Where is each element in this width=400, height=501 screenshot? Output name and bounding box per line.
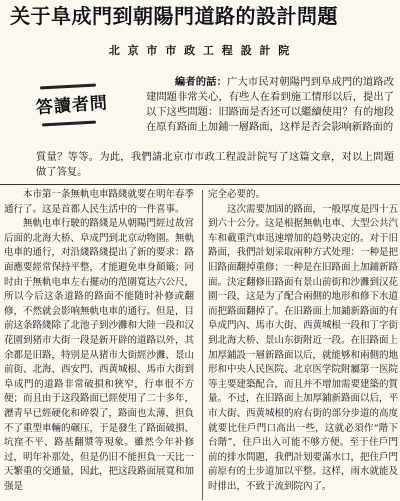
paragraph: 無軌电車行駛的路綫是从朝陽門經过故宮后面的北海大桥、阜成門到北京动物園。無軌电車的通行，对沿綫路綫提出了新的要求：路面應要經常保持平整，才能避免車身顛簸；同时由于無軌电車左右擺动的范圍寬达六公尺，所以今后这条道路的路面不能随时补修或翻修，不然就会影响無軌电車的通行。但是，目前这条路綫除了北池子到沙灘和大陸一段和汉花園到猪市大街一段是新开辟的道路以外，其余都是旧路，特别是从猪市大街經沙灘、景山前街、北海、西安門、西黄城根、馬市大街到阜成門的道路非常破損和狹窄，行車很不方便；而且由于这段路面已經使用了二十多年，瀝青早已經硬化和碎裂了，路面也太薄，担負不了重型車輛的碾压，于是發生了路面破損、坑窪不平、路基翻漿等現象。雖然今年补修过，明年补那处，但是仍旧不能担負一天比一天繁重的交通量，因此，把这段路面展寬和加强是 bbox=[4, 218, 194, 492]
section-divider bbox=[0, 184, 400, 185]
editor-note-tail: 質量？等等。为此，我們請北京市市政工程設計院写了这篇文章，对以上問題做了答复。 bbox=[36, 151, 394, 178]
editor-note-body: 广大市民对朝陽門到阜成門的道路改建問題非常关心，有些人在看到施工情形以后，提出了以下这些問題：旧路面是否还可以繼續使用？有的地段在原有路面上加鋪一層路面，这样是否会影响新路面的 bbox=[146, 76, 394, 133]
qa-column-badge bbox=[35, 78, 109, 148]
brush-stroke-bottom bbox=[42, 121, 96, 127]
paragraph: 本市第一条無軌电車路綫就要在明年春季通行了。这是首都人民生活中的一件喜事。 bbox=[4, 189, 194, 215]
left-column bbox=[4, 188, 194, 498]
editor-note bbox=[146, 75, 394, 135]
paragraph: 完全必要的。 bbox=[208, 189, 266, 200]
column-divider bbox=[202, 190, 203, 500]
qa-column-label: 答讀者問 bbox=[35, 93, 109, 119]
brush-stroke-top bbox=[40, 84, 96, 90]
byline: 北 京 市 市 政 工 程 設 計 院 bbox=[108, 44, 292, 57]
editor-note-lead: 編者的話： bbox=[174, 76, 228, 88]
right-column bbox=[208, 188, 398, 498]
article-title: 关于阜成門到朝陽門道路的設計問題 bbox=[10, 4, 338, 28]
paragraph: 这次需要加固的路面，一般厚度是四十五到六十公分。这是根据無軌电車、大型公共汽车和載重汽車迅速增加的趋勢决定的。对于旧路面，我們計划采取兩种方式处理：一种是把旧路面翻掉重修；一种是在旧路面上加鋪新路面。決定翻修旧路面有景山前街和沙灘到汉花園一段，这是为了配合兩側的地形和修下水道而把路面翻掉了。在旧路面上加鋪新路面的有阜成門內、馬市大街、西黄城根一段和丁字街到北海大桥、景山东街附近一段。在旧路面上加厚鋪設一層新路面以后，就能够和兩側的地形和中央人民医院、北京医学院附屬第一医院等主要建築配合，而且并不增加需要建築的質量。不过，在旧路面上加厚鋪新路面以后，平市大街、西黄城根的府右街的部分步道的高度就要比住戶門口高出一些，这就必須作“階下台階”，住戶出入可能不够方便。至于住戶門前的排水問題，我們計划要滿水口，把住戶門前原有的土步道加以平整。这样，雨水就能及时排出，不致于流到院內了。 bbox=[208, 203, 398, 492]
